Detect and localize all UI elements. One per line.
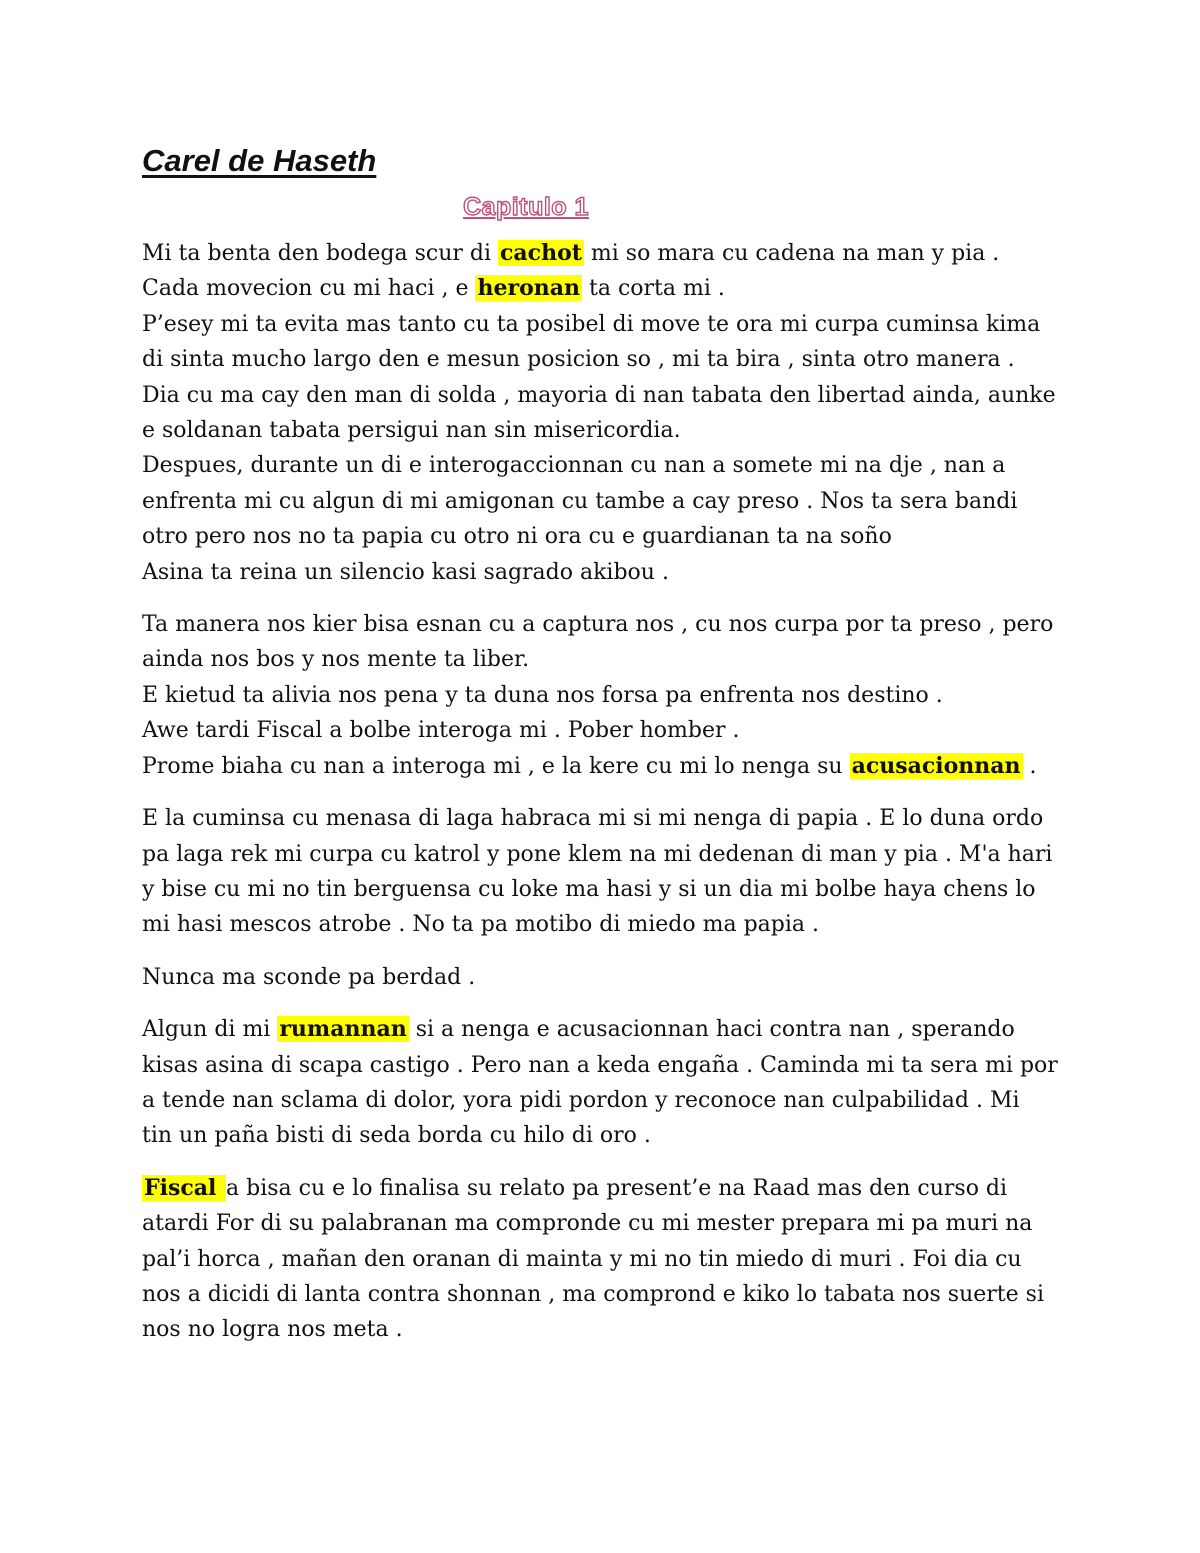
text-run: E la cuminsa cu menasa di laga habraca mi si mi nenga di papia . E lo duna ordo — [142, 806, 1044, 832]
text-line — [142, 555, 1062, 590]
text-run: P’esey mi ta evita mas tanto cu ta posibel di move te ora mi curpa cuminsa kima — [142, 311, 1041, 337]
highlighted-term: Fiscal — [144, 1174, 225, 1201]
text-run: . — [1022, 753, 1037, 779]
text-line — [142, 271, 1062, 306]
text-line — [142, 960, 1062, 995]
text-line — [142, 678, 1062, 713]
highlighted-term: acusacionnan — [851, 752, 1021, 779]
text-run: Mi ta benta den bodega scur di — [142, 241, 499, 266]
text-run: e soldanan tabata persigui nan sin misericordia. — [142, 418, 681, 444]
text-line — [142, 801, 1062, 836]
text-line — [142, 1206, 1062, 1241]
text-run: Algun di mi — [142, 1017, 278, 1043]
text-line — [142, 484, 1062, 519]
highlighted-term: cachot — [500, 240, 582, 266]
text-run: E kietud ta alivia nos pena y ta duna nos forsa pa enfrenta nos destino . — [142, 682, 943, 708]
text-run: si a nenga e acusacionnan haci contra nan , sperando — [408, 1017, 1015, 1043]
text-line — [142, 307, 1062, 342]
text-run: mi so mara cu cadena na man y pia . — [583, 241, 1000, 266]
document-title: Carel de Haseth — [142, 143, 377, 178]
text-line — [142, 1048, 1062, 1083]
text-run: pa laga rek mi curpa cu katrol y pone klem na mi dedenan di man y pia . M'a hari — [142, 841, 1053, 867]
text-run: mi hasi mescos atrobe . No ta pa motibo di miedo ma papia . — [142, 912, 819, 938]
paragraph — [142, 1171, 1062, 1348]
text-line — [142, 907, 1062, 942]
text-run: ta corta mi . — [582, 276, 725, 302]
text-line — [142, 642, 1062, 677]
text-run: Nunca ma sconde pa berdad . — [142, 964, 476, 990]
text-line — [142, 607, 1062, 642]
text-line — [142, 342, 1062, 377]
text-run: tin un paña bisti di seda borda cu hilo di oro . — [142, 1123, 651, 1149]
text-run: a tende nan sclama di dolor, yora pidi pordon y reconoce nan culpabilidad . Mi — [142, 1087, 1020, 1113]
highlighted-term: heronan — [477, 275, 580, 302]
text-line — [142, 1083, 1062, 1118]
paragraph-list — [142, 236, 1062, 1348]
text-line — [142, 713, 1062, 748]
text-run: Despues, durante un di e interogaccionnan cu nan a somete mi na dje , nan a — [142, 453, 1006, 479]
text-line — [142, 413, 1062, 448]
text-run: otro pero nos no ta papia cu otro ni ora cu e guardianan ta na soño — [142, 524, 892, 550]
paragraph — [142, 607, 1062, 784]
text-run: Prome biaha cu nan a interoga mi , e la kere cu mi lo nenga su — [142, 753, 850, 779]
paragraph — [142, 801, 1062, 943]
text-run: nos no logra nos meta . — [142, 1317, 403, 1343]
text-run: enfrenta mi cu algun di mi amigonan cu tambe a cay preso . Nos ta sera bandi — [142, 488, 1018, 514]
text-run: pal’i horca , mañan den oranan di mainta y mi no tin miedo di muri . Foi dia cu — [142, 1246, 1022, 1272]
text-line — [142, 378, 1062, 413]
paragraph — [142, 960, 1062, 995]
text-run: Dia cu ma cay den man di solda , mayoria di nan tabata den libertad ainda, aunke — [142, 382, 1056, 408]
text-line — [142, 1171, 1062, 1206]
text-line — [142, 837, 1062, 872]
text-line — [142, 1277, 1062, 1312]
text-line — [142, 1118, 1062, 1153]
text-run: Ta manera nos kier bisa esnan cu a captura nos , cu nos curpa por ta preso , pero — [142, 612, 1054, 638]
text-run: atardi For di su palabranan ma compronde cu mi mester prepara mi pa muri na — [142, 1211, 1033, 1237]
text-line — [142, 1312, 1062, 1347]
document-body — [142, 142, 1062, 1348]
text-line — [142, 519, 1062, 554]
text-run: a bisa cu e lo finalisa su relato pa present’e na Raad mas den curso di — [226, 1175, 1008, 1201]
text-run: kisas asina di scapa castigo . Pero nan a keda engaña . Caminda mi ta sera mi por — [142, 1052, 1058, 1078]
text-line — [142, 448, 1062, 483]
text-line — [142, 1242, 1062, 1277]
text-line — [142, 749, 1062, 784]
highlighted-term: rumannan — [279, 1016, 407, 1043]
text-run: di sinta mucho largo den e mesun posicion so , mi ta bira , sinta otro manera . — [142, 347, 1015, 373]
text-line — [142, 236, 1062, 271]
text-run: y bise cu mi no tin berguensa cu loke ma hasi y si un dia mi bolbe haya chens lo — [142, 876, 1036, 902]
paragraph — [142, 236, 1062, 590]
text-line — [142, 872, 1062, 907]
chapter-heading: Capitulo 1 — [463, 193, 589, 221]
text-run: Cada movecion cu mi haci , e — [142, 276, 476, 302]
text-run: Asina ta reina un silencio kasi sagrado akibou . — [142, 559, 669, 585]
text-run: Awe tardi Fiscal a bolbe interoga mi . Pober homber . — [142, 718, 740, 744]
text-run: nos a dicidi di lanta contra shonnan , ma comprond e kiko lo tabata nos suerte si — [142, 1281, 1044, 1307]
text-line — [142, 1012, 1062, 1047]
paragraph — [142, 1012, 1062, 1154]
chapter-heading-row — [0, 188, 1056, 226]
text-run: ainda nos bos y nos mente ta liber. — [142, 647, 530, 673]
